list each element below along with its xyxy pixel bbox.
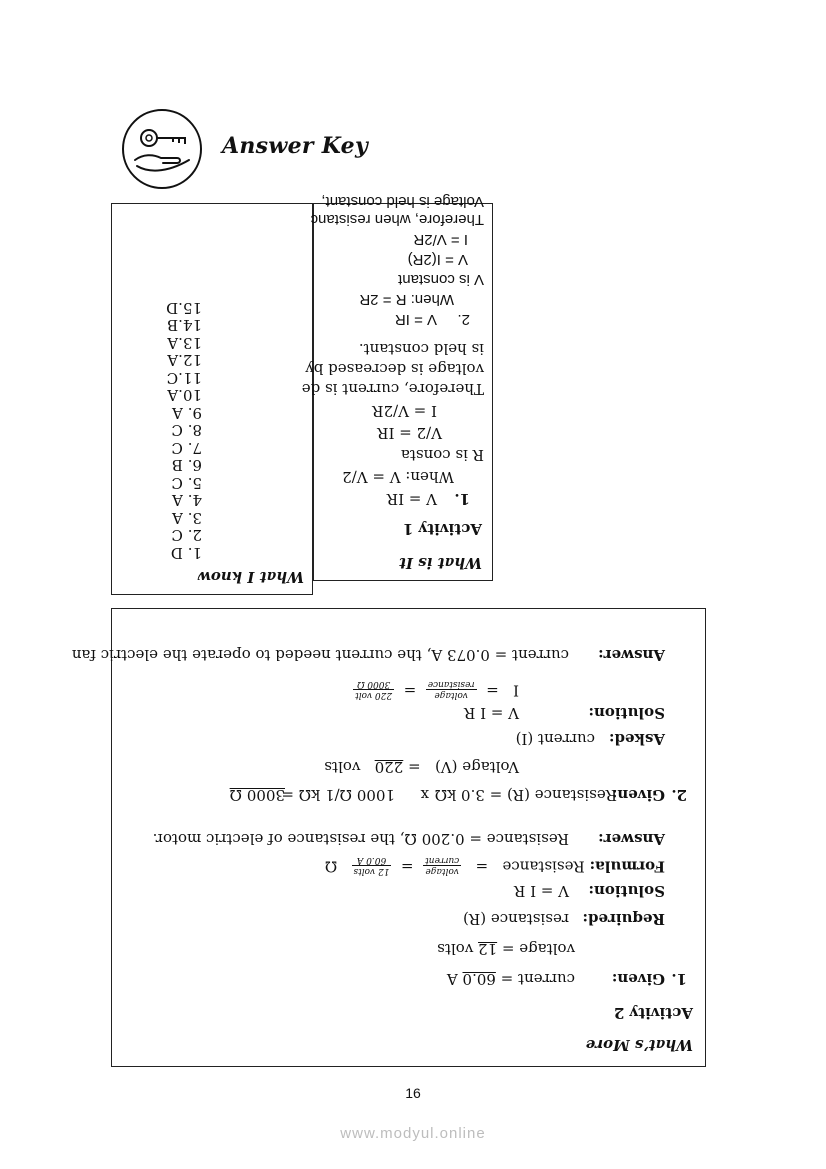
what-is-it-content bbox=[301, 193, 492, 580]
whats-more-box bbox=[71, 608, 706, 1067]
item-2-const: V is constant bbox=[398, 271, 484, 288]
problem-1-formula: Formula: Resistance = voltage current = 12 volts 60.0 A Ω bbox=[324, 855, 665, 876]
voltage-value: 220 bbox=[374, 758, 404, 776]
fraction-numerator: voltage bbox=[426, 689, 477, 700]
formula-fraction-1 bbox=[426, 679, 477, 700]
answer-item: 6. B bbox=[171, 456, 202, 475]
problem-1-given-label: Given: bbox=[611, 970, 665, 988]
item-1-conclusion-1: Therefore, current is de bbox=[301, 380, 484, 398]
problem-2-number: 2. bbox=[671, 786, 687, 804]
problem-2-given-times: x bbox=[420, 786, 429, 804]
voltage-equals: = bbox=[408, 758, 421, 776]
formula-fraction-2 bbox=[353, 679, 394, 700]
problem-1-required-label: Required: bbox=[582, 910, 665, 928]
what-i-know-title: What I know bbox=[197, 568, 304, 586]
answer-item: 9. A bbox=[172, 404, 202, 422]
item-2-number: 2. bbox=[457, 311, 470, 328]
answer-item: 10.A bbox=[167, 386, 202, 405]
fraction-numerator: voltage bbox=[423, 865, 461, 876]
item-2-when: When: R = 2R bbox=[359, 291, 454, 308]
item-2-eq3: I = V/2R bbox=[413, 231, 468, 248]
problem-2-given-result: 3000 Ω bbox=[229, 786, 285, 804]
item-2-eq2: V = I(2R) bbox=[407, 251, 468, 268]
given-current-unit: A bbox=[446, 970, 458, 988]
given-voltage-label: voltage = bbox=[501, 940, 575, 958]
formula-lhs: I bbox=[513, 681, 519, 700]
formula-fraction-2 bbox=[352, 855, 392, 876]
problem-2-given-label: Given: bbox=[611, 786, 665, 804]
answer-item: 8. C bbox=[171, 421, 202, 440]
answer-item: 2. C bbox=[171, 526, 202, 545]
problem-2-asked-label: Asked: bbox=[608, 730, 665, 748]
item-2-conclusion-1: Therefore, when resistanc bbox=[310, 211, 484, 228]
problem-2-given-conversion: 1000 Ω/1 kΩ = bbox=[281, 786, 395, 804]
whats-more-content bbox=[71, 609, 705, 1066]
problem-2-answer-value: current = 0.073 A, the current needed to operate the electric fan bbox=[71, 646, 569, 664]
item-1-const: R is consta bbox=[400, 446, 484, 464]
what-i-know-content bbox=[112, 204, 312, 594]
formula-lhs: Resistance bbox=[502, 857, 585, 876]
item-1-conclusion-3: is held constant. bbox=[358, 340, 484, 358]
fraction-denominator: 60.0 A bbox=[356, 855, 387, 865]
answer-item: 15.D bbox=[166, 299, 202, 317]
problem-1-required-value: resistance (R) bbox=[463, 910, 569, 928]
formula-fraction-1 bbox=[423, 855, 461, 876]
problem-1-given-voltage bbox=[437, 940, 575, 958]
item-1-eq3: I = V/2R bbox=[372, 402, 437, 420]
problem-2-formula: I = voltage resistance = 220 volt 3000 Ω bbox=[355, 679, 519, 700]
problem-2-asked-value: current (I) bbox=[515, 730, 595, 748]
given-voltage-unit: volts bbox=[437, 940, 474, 958]
voltage-unit: volts bbox=[324, 758, 361, 776]
item-2-conclusion-2: Voltage is held constant, bbox=[321, 193, 484, 210]
what-is-it-box bbox=[301, 193, 493, 581]
problem-1-given-current bbox=[447, 970, 575, 988]
voltage-label: Voltage (V) bbox=[434, 758, 519, 776]
fraction-numerator: 220 volt bbox=[355, 690, 393, 700]
item-1-eq2: V/2 = IR bbox=[377, 424, 442, 442]
key-hand-icon bbox=[121, 108, 203, 190]
item-1-eq1: V = IR bbox=[386, 490, 437, 508]
problem-2-solution-value: V = I R bbox=[464, 704, 519, 722]
problem-1-answer-value: Resistance = 0.200 Ω, the resistance of electric motor. bbox=[152, 830, 569, 848]
answer-item: 12.A bbox=[167, 351, 202, 370]
given-current-value: 60.0 bbox=[462, 970, 496, 988]
item-1-conclusion-2: voltage is decreased by bbox=[305, 360, 484, 378]
item-1-when: When: V = V/2 bbox=[342, 468, 454, 486]
what-i-know-box bbox=[111, 203, 313, 595]
fraction-denominator: resistance bbox=[427, 679, 475, 689]
problem-1-solution-label: Solution: bbox=[588, 882, 665, 900]
formula-label: Formula: bbox=[589, 857, 665, 876]
answer-item: 11.C bbox=[166, 369, 202, 387]
fraction-numerator: 12 volts bbox=[353, 866, 390, 876]
page-number: 16 bbox=[405, 1085, 421, 1101]
answer-item: 14.B bbox=[167, 316, 202, 335]
fraction-denominator: current bbox=[425, 855, 460, 865]
formula-unit: Ω bbox=[324, 857, 338, 876]
fraction-denominator: 3000 Ω bbox=[356, 679, 391, 689]
page-title: Answer Key bbox=[222, 133, 369, 159]
problem-2-answer-label: Answer: bbox=[598, 646, 665, 664]
watermark: www.modyul.online bbox=[340, 1125, 486, 1142]
activity-2-heading: Activity 2 bbox=[613, 1004, 693, 1022]
problem-1-solution-value: V = I R bbox=[514, 882, 569, 900]
whats-more-title: What’s More bbox=[585, 1036, 693, 1054]
answer-item: 4. A bbox=[172, 491, 202, 510]
answer-item: 13.A bbox=[167, 334, 202, 352]
given-current-label: current = bbox=[500, 970, 575, 988]
item-2-eq1: V = IR bbox=[394, 311, 437, 328]
problem-1-number: 1. bbox=[671, 970, 687, 988]
problem-1-answer-label: Answer: bbox=[598, 830, 665, 848]
answer-item: 7. C bbox=[171, 439, 202, 457]
problem-2-solution-label: Solution: bbox=[588, 704, 665, 722]
problem-2-voltage bbox=[324, 758, 519, 776]
given-voltage-value: 12 bbox=[478, 940, 498, 958]
activity-1-heading: Activity 1 bbox=[402, 520, 482, 538]
answer-item: 5. C bbox=[171, 474, 202, 492]
what-is-it-title: What is It bbox=[399, 554, 482, 572]
item-1-number: 1. bbox=[454, 490, 470, 508]
answer-item: 1. D bbox=[170, 544, 202, 562]
answer-item: 3. A bbox=[172, 509, 202, 527]
problem-2-given-resistance: Resistance (R) = 3.0 kΩ bbox=[434, 786, 617, 804]
